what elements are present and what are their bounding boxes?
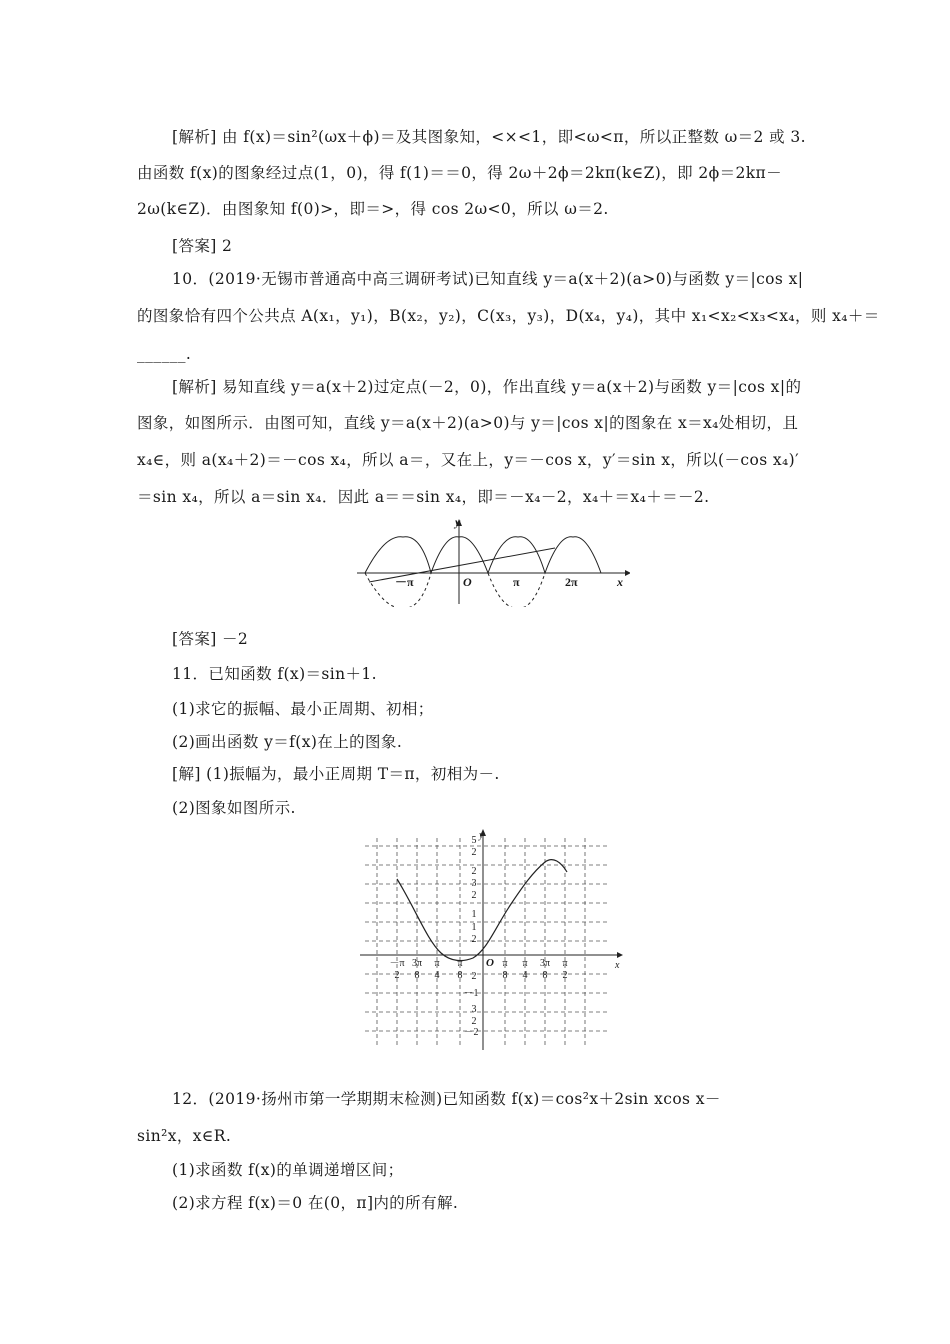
x-tick-den: 8 <box>457 970 463 981</box>
y-tick-den: 2 <box>471 1016 477 1027</box>
x-tick-den: 4 <box>522 970 528 981</box>
abs-cos-curve <box>365 537 601 573</box>
y-tick-num: 3 <box>471 878 477 889</box>
text-line: 的图象恰有四个公共点 A(x₁，y₁)，B(x₂，y₂)，C(x₃，y₃)，D(x₄，y₄)，其中 x₁<x₂<x₃<x₄，则 x₄＋＝ <box>137 307 880 325</box>
x-tick-labels <box>389 958 567 981</box>
question-10: 10．(2019·无锡市普通高中高三调研考试)已知直线 y＝a(x＋2)(a>0)与函数 y＝|cos x| <box>172 270 804 288</box>
tick-neg-pi: －π <box>395 575 414 589</box>
y-tick-den: 2 <box>471 847 477 858</box>
y-tick-den: 1 <box>471 909 477 920</box>
solution-label: [解] (1)振幅为，最小正周期 T＝π，初相为－. <box>172 765 500 783</box>
x-tick-den: 2 <box>394 970 400 981</box>
y-tick-den: 2 <box>471 890 477 901</box>
x-tick-den: 8 <box>502 970 508 981</box>
answer-label: [答案] 2 <box>172 237 233 255</box>
x-tick-den: 2 <box>562 970 568 981</box>
tick-pi: π <box>513 575 520 589</box>
y-tick-den: 2 <box>471 866 477 877</box>
x-axis-arrow <box>617 952 623 958</box>
y-label: y <box>455 515 461 529</box>
tick-2pi: 2π <box>565 575 578 589</box>
x-tick-den: 4 <box>434 970 440 981</box>
text-line: (2)图象如图所示. <box>172 799 296 817</box>
x-tick-den: 8 <box>414 970 420 981</box>
y-tick-den: －2 <box>463 1027 479 1038</box>
text-line: 图象，如图所示．由图可知，直线 y＝a(x＋2)(a>0)与 y＝|cos x|的图象在 x＝x₄处相切，且 <box>137 414 799 432</box>
figure-sine-grid <box>355 828 630 1058</box>
figure-abs-cos <box>355 512 630 607</box>
x-tick-num: π <box>457 958 463 969</box>
x-tick-den: 8 <box>542 970 548 981</box>
function-curve <box>397 860 567 961</box>
text-line: (2)求方程 f(x)＝0 在(0，π]内的所有解. <box>172 1194 459 1212</box>
x-tick-num: π <box>522 958 528 969</box>
y-tick-labels <box>464 835 479 1038</box>
origin-label: O <box>463 575 472 589</box>
text-line: ＝sin x₄，所以 a＝sin x₄．因此 a＝＝sin x₄，即＝－x₄－2，x₄＋＝x₄＋＝－2. <box>137 488 710 506</box>
question-11: 11．已知函数 f(x)＝sin＋1. <box>172 665 378 683</box>
y-tick-den: －1 <box>463 988 479 999</box>
text-line: (1)求函数 f(x)的单调递增区间； <box>172 1161 404 1179</box>
y-tick-num: 1 <box>471 922 477 933</box>
x-tick-num: π <box>502 958 508 969</box>
y-label: y <box>479 830 484 841</box>
x-label: x <box>617 575 623 589</box>
y-tick-num: 5 <box>471 835 477 846</box>
answer-label: [答案] －2 <box>172 630 249 648</box>
blank-line: ______. <box>137 345 192 363</box>
text-line: (1)求它的振幅、最小正周期、初相； <box>172 700 434 718</box>
x-label: x <box>615 960 620 971</box>
x-tick-num: －π <box>389 958 405 969</box>
text-line: x₄∈，则 a(x₄＋2)＝－cos x₄，所以 a＝，又在上，y＝－cos x，y′＝sin x，所以(－cos x₄)′ <box>137 451 800 469</box>
text-line: [解析] 由 f(x)＝sin²(ωx＋ϕ)＝及其图象知，<×<1，即<ω<π，所以正整数 ω＝2 或 3. <box>172 128 806 146</box>
text-line: 2ω(k∈Z)．由图象知 f(0)>，即＝>，得 cos 2ω<0，所以 ω＝2. <box>137 200 609 218</box>
y-tick-den: 2 <box>471 971 477 982</box>
x-axis-arrow <box>625 570 630 576</box>
x-tick-num: π <box>434 958 440 969</box>
x-tick-num: 3π <box>539 958 551 969</box>
text-line: [解析] 易知直线 y＝a(x＋2)过定点(－2，0)，作出直线 y＝a(x＋2)与函数 y＝|cos x|的 <box>172 378 802 396</box>
y-tick-num: 3 <box>471 1004 477 1015</box>
x-tick-num: 3π <box>411 958 423 969</box>
origin-label: O <box>486 957 494 969</box>
x-tick-num: π <box>562 958 568 969</box>
text-line: sin²x，x∈R. <box>137 1127 232 1145</box>
question-12: 12．(2019·扬州市第一学期期末检测)已知函数 f(x)＝cos²x＋2sin xcos x－ <box>172 1090 721 1108</box>
text-line: (2)画出函数 y＝f(x)在上的图象. <box>172 733 403 751</box>
y-tick-den: 2 <box>471 934 477 945</box>
text-line: 由函数 f(x)的图象经过点(1，0)，得 f(1)＝＝0，得 2ω＋2ϕ＝2kπ(k∈Z)，即 2ϕ＝2kπ－ <box>137 164 783 182</box>
